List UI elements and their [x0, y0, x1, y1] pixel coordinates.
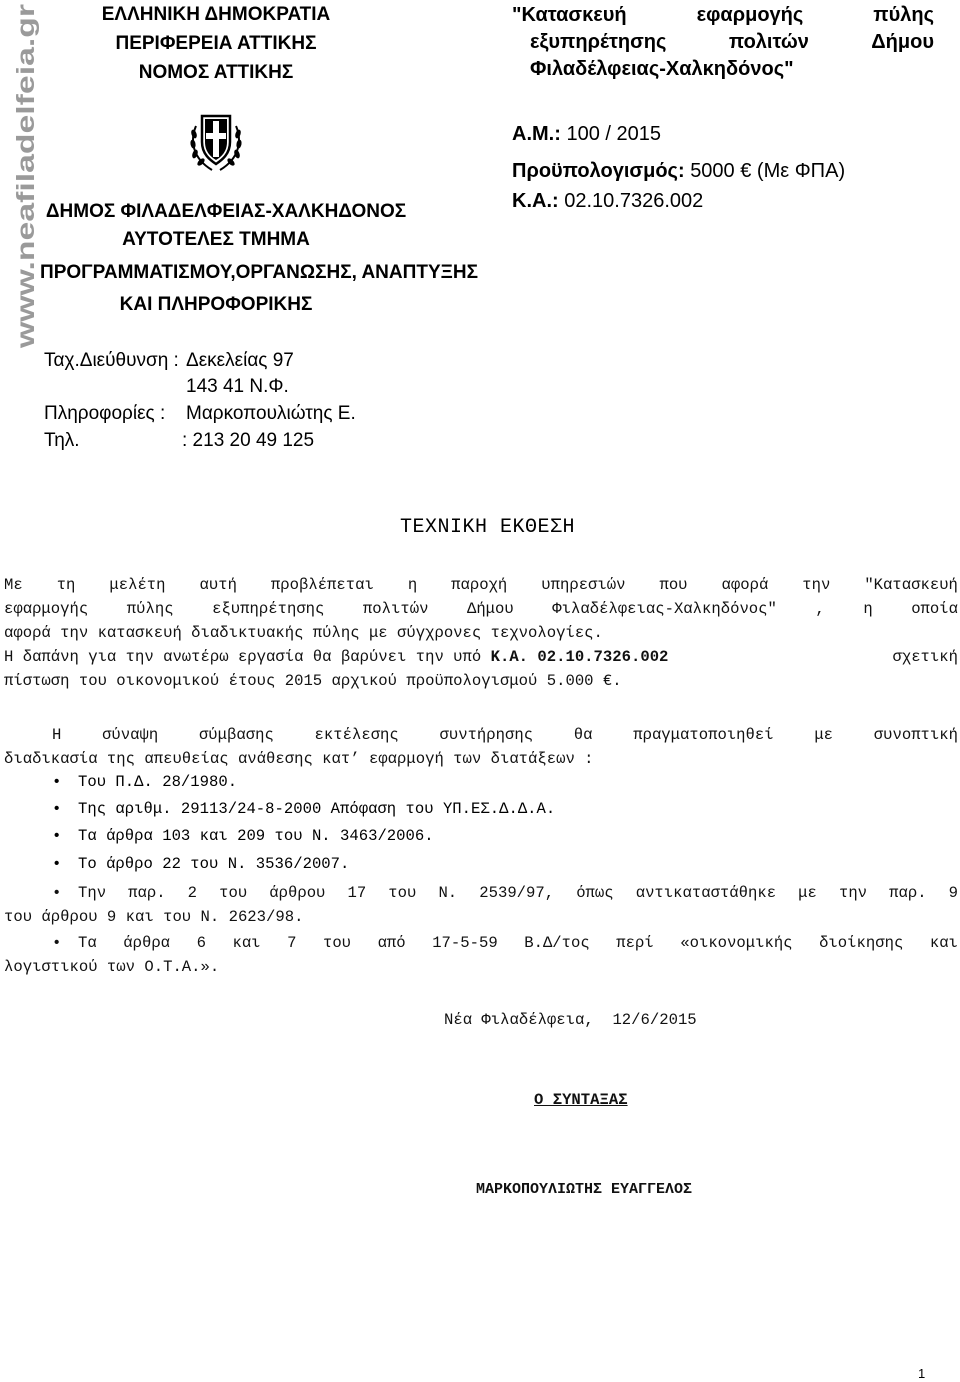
word: διοίκησης [819, 934, 904, 952]
word: Την [78, 884, 107, 902]
header-department: ΑΥΤΟΤΕΛΕΣ ΤΜΗΜΑ [122, 229, 310, 250]
word: άρθρα [123, 934, 171, 952]
am-value: 100 / 2015 [566, 123, 661, 145]
word: 7 [287, 934, 297, 952]
word: σύναψη [102, 726, 159, 744]
list-item [52, 773, 237, 791]
paragraph-1-line-3: αφορά την κατασκευή διαδικτυακής πύλης με σύγχρονες τεχνολογίες. [4, 624, 603, 642]
word: πραγματοποιηθεί [633, 726, 774, 744]
header-country: ΕΛΛΗΝΙΚΗ ΔΗΜΟΚΡΑΤΙΑ [101, 4, 331, 25]
word: του [388, 884, 417, 902]
watermark-text: www.neafiladelfeia.gr [12, 93, 40, 348]
word: "Κατασκευή [864, 576, 958, 594]
bullet-icon: • [52, 934, 62, 952]
project-title-line3: Φιλαδέλφειας-Χαλκηδόνος" [530, 58, 794, 80]
list-item-text: Της αριθμ. 29113/24-8-2000 Απόφαση του ΥΠ.ΕΣ.Δ.Δ.Α. [78, 800, 556, 818]
header-department-cont: ΠΡΟΓΡΑΜΜΑΤΙΣΜΟΥ,ΟΡΓΑΝΩΣΗΣ, ΑΝΑΠΤΥΞΗΣ [40, 262, 478, 283]
project-title-word: εξυπηρέτησης [530, 31, 667, 53]
bullet-icon: • [52, 855, 62, 873]
word: Με [4, 576, 23, 594]
word: 6 [196, 934, 206, 952]
word: του [322, 934, 352, 952]
word: η [407, 576, 418, 594]
bullet-icon: • [52, 773, 62, 791]
word: την [838, 884, 868, 902]
report-title: ΤΕΧΝΙΚΗ ΕΚΘΕΣΗ [400, 516, 576, 539]
project-title-word: εφαρμογής [696, 4, 804, 26]
paragraph-1-line-1 [4, 573, 958, 597]
paragraph-2-line-1 [4, 645, 958, 669]
word: με [798, 884, 817, 902]
word: μελέτη [109, 576, 166, 594]
word: υπηρεσιών [541, 576, 626, 594]
list-item-line-1 [4, 881, 958, 905]
greek-coat-of-arms-emblem [188, 112, 244, 174]
am-label: Α.Μ.: [512, 123, 561, 145]
word: Β.Δ/τος [524, 934, 590, 952]
word: πύλης [126, 600, 174, 618]
word: αφορά [721, 576, 769, 594]
budget-label: Προϋπολογισμός: [512, 160, 685, 182]
word: παρ. [889, 884, 927, 902]
budget-row [512, 160, 845, 183]
word: Ν. [438, 884, 458, 902]
page-number: 1 [918, 1366, 926, 1381]
project-title [512, 4, 934, 81]
word: 9 [948, 884, 958, 902]
bullet-icon: • [52, 827, 62, 845]
word: του [219, 884, 248, 902]
word: 17-5-59 [432, 934, 498, 952]
project-title-word: πολιτών [728, 31, 809, 53]
word: και [929, 934, 958, 952]
paragraph-3-line-2: διαδικασία της απευθείας ανάθεσης κατ’ εφαρμογή των διατάξεων : [4, 750, 594, 768]
list-item-text: Τα άρθρα 103 και 209 του Ν. 3463/2006. [78, 827, 434, 845]
list-item [52, 855, 349, 873]
list-item-line-2: λογιστικού των Ο.Τ.Α.». [4, 958, 220, 976]
word: και [232, 934, 261, 952]
word: , [815, 600, 825, 618]
list-item-words [78, 931, 958, 955]
header-region: ΠΕΡΙΦΕΡΕΙΑ ΑΤΤΙΚΗΣ [115, 33, 317, 54]
word: εκτέλεσης [314, 726, 399, 744]
word: 17 [347, 884, 367, 902]
paragraph-2 [4, 645, 958, 693]
word: εφαρμογής [4, 600, 89, 618]
budget-value: 5000 € (Με ΦΠΑ) [690, 160, 846, 182]
word: που [659, 576, 688, 594]
paragraph-3-line-1 [4, 723, 958, 747]
word: τη [56, 576, 76, 594]
list-item-line-1 [4, 931, 958, 955]
ka-value: 02.10.7326.002 [564, 190, 704, 212]
budget-code: Κ.Α. 02.10.7326.002 [490, 648, 669, 666]
am-row [512, 123, 661, 146]
word: Φιλαδέλφειας-Χαλκηδόνος" [552, 600, 777, 618]
project-title-word: πύλης [873, 4, 934, 26]
word: θα [573, 726, 593, 744]
word: εξυπηρέτησης [212, 600, 325, 618]
list-item-words [78, 881, 958, 905]
address-label: Ταχ.Διεύθυνση : [44, 350, 179, 371]
address-value: Δεκελείας 97 [186, 350, 294, 371]
word: αντικαταστάθηκε [635, 884, 777, 902]
paragraph-2-text: Η δαπάνη για την ανωτέρω εργασία θα βαρύνει την υπό [4, 648, 491, 666]
word: την [802, 576, 831, 594]
document-date: Νέα Φιλαδέλφεια, 12/6/2015 [444, 1011, 697, 1029]
paragraph-3 [4, 723, 958, 771]
word: πολιτών [362, 600, 429, 618]
word: Δήμου [466, 600, 514, 618]
list-item-line-2: του άρθρου 9 και του Ν. 2623/98. [4, 908, 304, 926]
paragraph-2-text-end: σχετική [883, 648, 958, 666]
project-title-word: "Κατασκευή [512, 4, 627, 26]
info-label: Πληροφορίες : [44, 403, 166, 424]
list-item [52, 800, 555, 818]
word: σύμβασης [198, 726, 274, 744]
paragraph-2-line-2: πίστωση του οικονομικού έτους 2015 αρχικού προϋπολογισμού 5.000 €. [4, 672, 622, 690]
word: 2539/97, [479, 884, 555, 902]
word: όπως [576, 884, 614, 902]
word: οποία [911, 600, 958, 618]
list-item-text: Του Π.Δ. 28/1980. [78, 773, 238, 791]
list-item [4, 881, 958, 929]
ka-row [512, 190, 703, 213]
header-municipality: ΔΗΜΟΣ ΦΙΛΑΔΕΛΦΕΙΑΣ-ΧΑΛΚΗΔΟΝΟΣ [45, 201, 407, 222]
author-name: ΜΑΡΚΟΠΟΥΛΙΩΤΗΣ ΕΥΑΓΓΕΛΟΣ [476, 1181, 693, 1198]
author-role: Ο ΣΥΝΤΑΞΑΣ [534, 1091, 628, 1109]
info-value: Μαρκοπουλιώτης Ε. [186, 403, 356, 424]
tel-label: Τηλ. [44, 430, 80, 451]
word: Τα [78, 934, 97, 952]
header-department-cont2: ΚΑΙ ΠΛΗΡΟΦΟΡΙΚΗΣ [119, 294, 313, 315]
word: συντήρησης [439, 726, 534, 744]
project-title-word: Δήμου [871, 31, 934, 53]
word: παρ. [128, 884, 166, 902]
list-item [52, 827, 434, 845]
word: από [377, 934, 406, 952]
paragraph-1 [4, 573, 958, 645]
tel-value: : 213 20 49 125 [182, 430, 315, 451]
header-prefecture: ΝΟΜΟΣ ΑΤΤΙΚΗΣ [138, 62, 294, 83]
word: με [814, 726, 834, 744]
list-item [4, 931, 958, 979]
word: Η [52, 726, 62, 744]
ka-label: Κ.Α.: [512, 190, 559, 212]
word: 2 [187, 884, 198, 902]
word: προβλέπεται [270, 576, 374, 594]
list-item-text: Το άρθρο 22 του Ν. 3536/2007. [78, 855, 350, 873]
bullet-icon: • [52, 884, 62, 902]
word: η [863, 600, 873, 618]
word: άρθρου [269, 884, 326, 902]
bullet-icon: • [52, 800, 62, 818]
word: παροχή [451, 576, 508, 594]
paragraph-1-line-2 [4, 597, 958, 621]
postal-code: 143 41 Ν.Φ. [186, 376, 289, 397]
word: «οικονομικής [680, 934, 793, 952]
word: περί [616, 934, 654, 952]
word: αυτή [199, 576, 237, 594]
word: συνοπτική [873, 726, 958, 744]
